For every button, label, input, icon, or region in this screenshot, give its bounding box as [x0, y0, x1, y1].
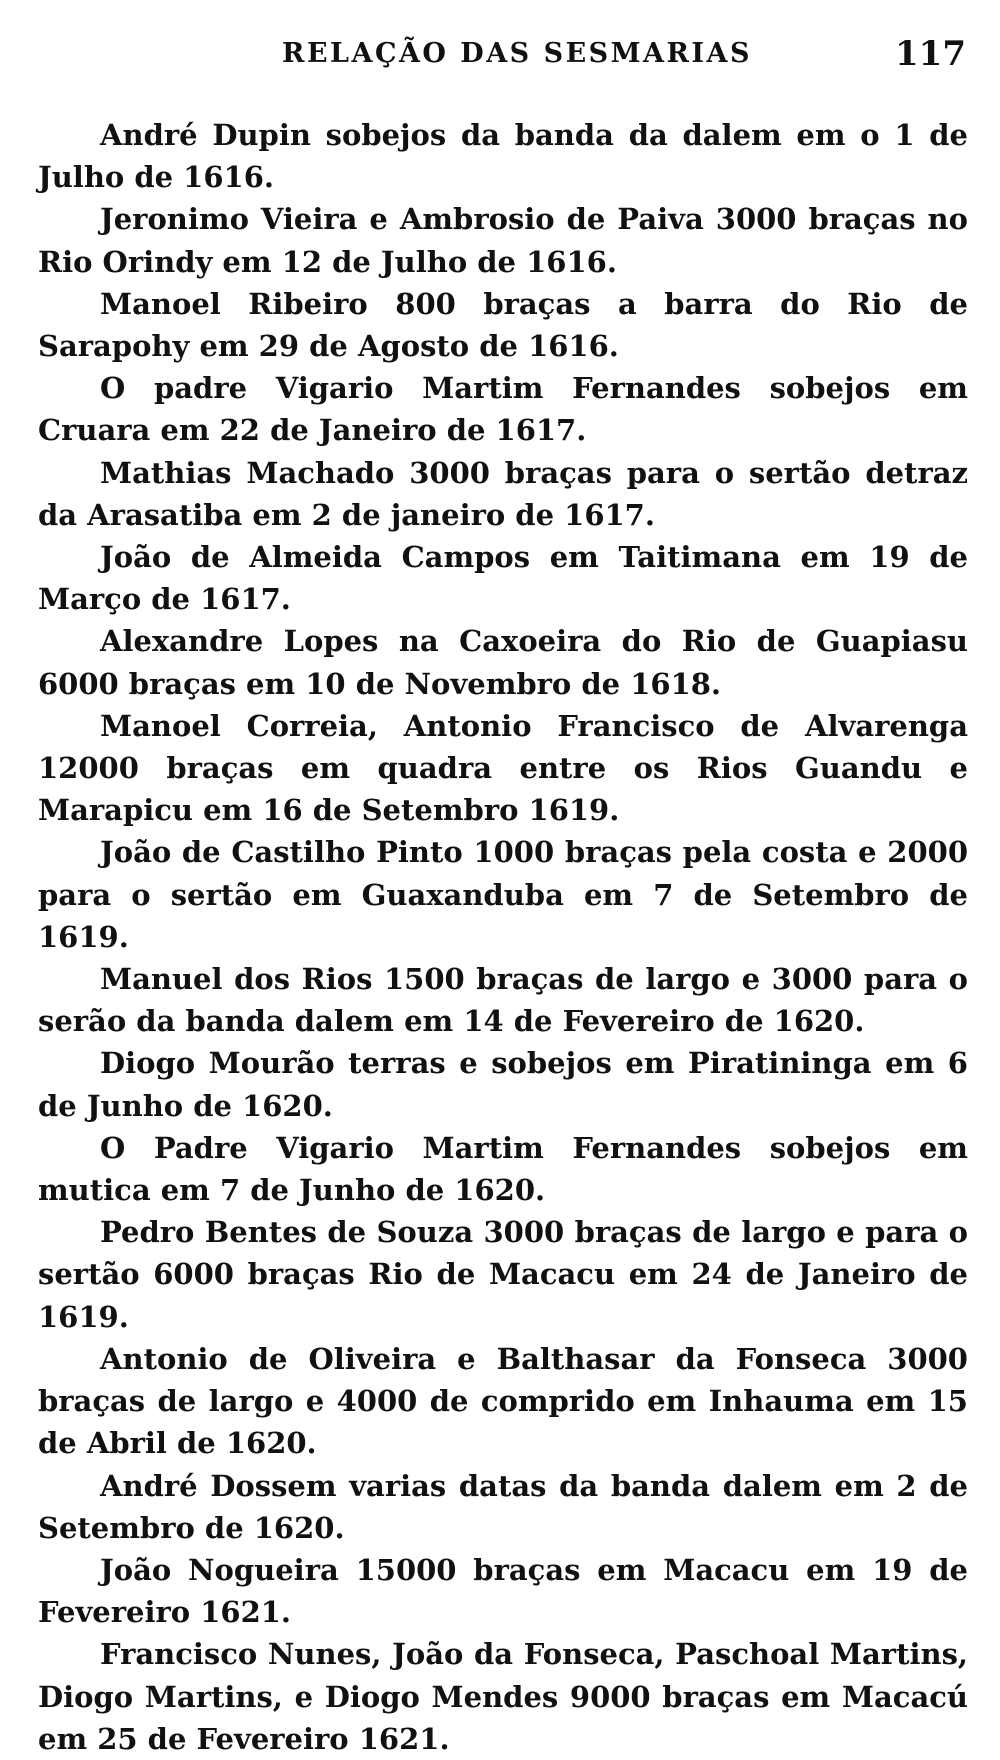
entry-paragraph: Pedro Bentes de Souza 3000 braças de largo e para o sertão 6000 braças Rio de Macacu em 24 de Janeiro de 1619. [38, 1215, 968, 1334]
page-header [0, 34, 1000, 78]
entry-paragraph: João Nogueira 15000 braças em Macacu em 19 de Fevereiro 1621. [38, 1552, 968, 1630]
entry-paragraph: Francisco Nunes, João da Fonseca, Paschoal Martins, Diogo Martins, e Diogo Mendes 9000 braças em Macacú em 25 de Fevereiro 1621. [38, 1637, 968, 1756]
entry-paragraph: Manoel Ribeiro 800 braças a barra do Rio de Sarapohy em 29 de Agosto de 1616. [38, 286, 968, 364]
entry-paragraph: Diogo Mourão terras e sobejos em Piratininga em 6 de Junho de 1620. [38, 1046, 968, 1123]
entry-paragraph: João de Almeida Campos em Taitimana em 19 de Março de 1617. [38, 540, 968, 617]
entry-paragraph: Antonio de Oliveira e Balthasar da Fonseca 3000 braças de largo e 4000 de comprido em Inhauma em 15 de Abril de 1620. [38, 1341, 968, 1461]
entry-paragraph: Jeronimo Vieira e Ambrosio de Paiva 3000 braças no Rio Orindy em 12 de Julho de 1616. [38, 202, 968, 279]
entry-paragraph: Mathias Machado 3000 braças para o sertão detraz da Arasatiba em 2 de janeiro de 1617. [38, 455, 968, 532]
running-head: RELAÇÃO DAS SESMARIAS [282, 38, 752, 69]
entry-paragraph: André Dossem varias datas da banda dalem em 2 de Setembro de 1620. [38, 1468, 968, 1545]
page-number: 117 [895, 34, 966, 74]
entry-paragraph: André Dupin sobejos da banda da dalem em o 1 de Julho de 1616. [38, 118, 968, 195]
entry-paragraph: O padre Vigario Martim Fernandes sobejos em Cruara em 22 de Janeiro de 1617. [38, 371, 968, 448]
entry-paragraph: Manoel Correia, Antonio Francisco de Alvarenga 12000 braças em quadra entre os Rios Guandu e Marapicu em 16 de Setembro 1619. [38, 708, 968, 828]
entry-paragraph: Manuel dos Rios 1500 braças de largo e 3000 para o serão da banda dalem em 14 de Fevereiro de 1620. [38, 962, 968, 1039]
entry-paragraph: O Padre Vigario Martim Fernandes sobejos em mutica em 7 de Junho de 1620. [38, 1130, 968, 1208]
entry-paragraph: João de Castilho Pinto 1000 braças pela costa e 2000 para o sertão em Guaxanduba em 7 de Setembro de 1619. [38, 835, 968, 954]
entry-paragraph: Alexandre Lopes na Caxoeira do Rio de Guapiasu 6000 braças em 10 de Novembro de 1618. [38, 624, 968, 701]
text-body [38, 114, 968, 1760]
